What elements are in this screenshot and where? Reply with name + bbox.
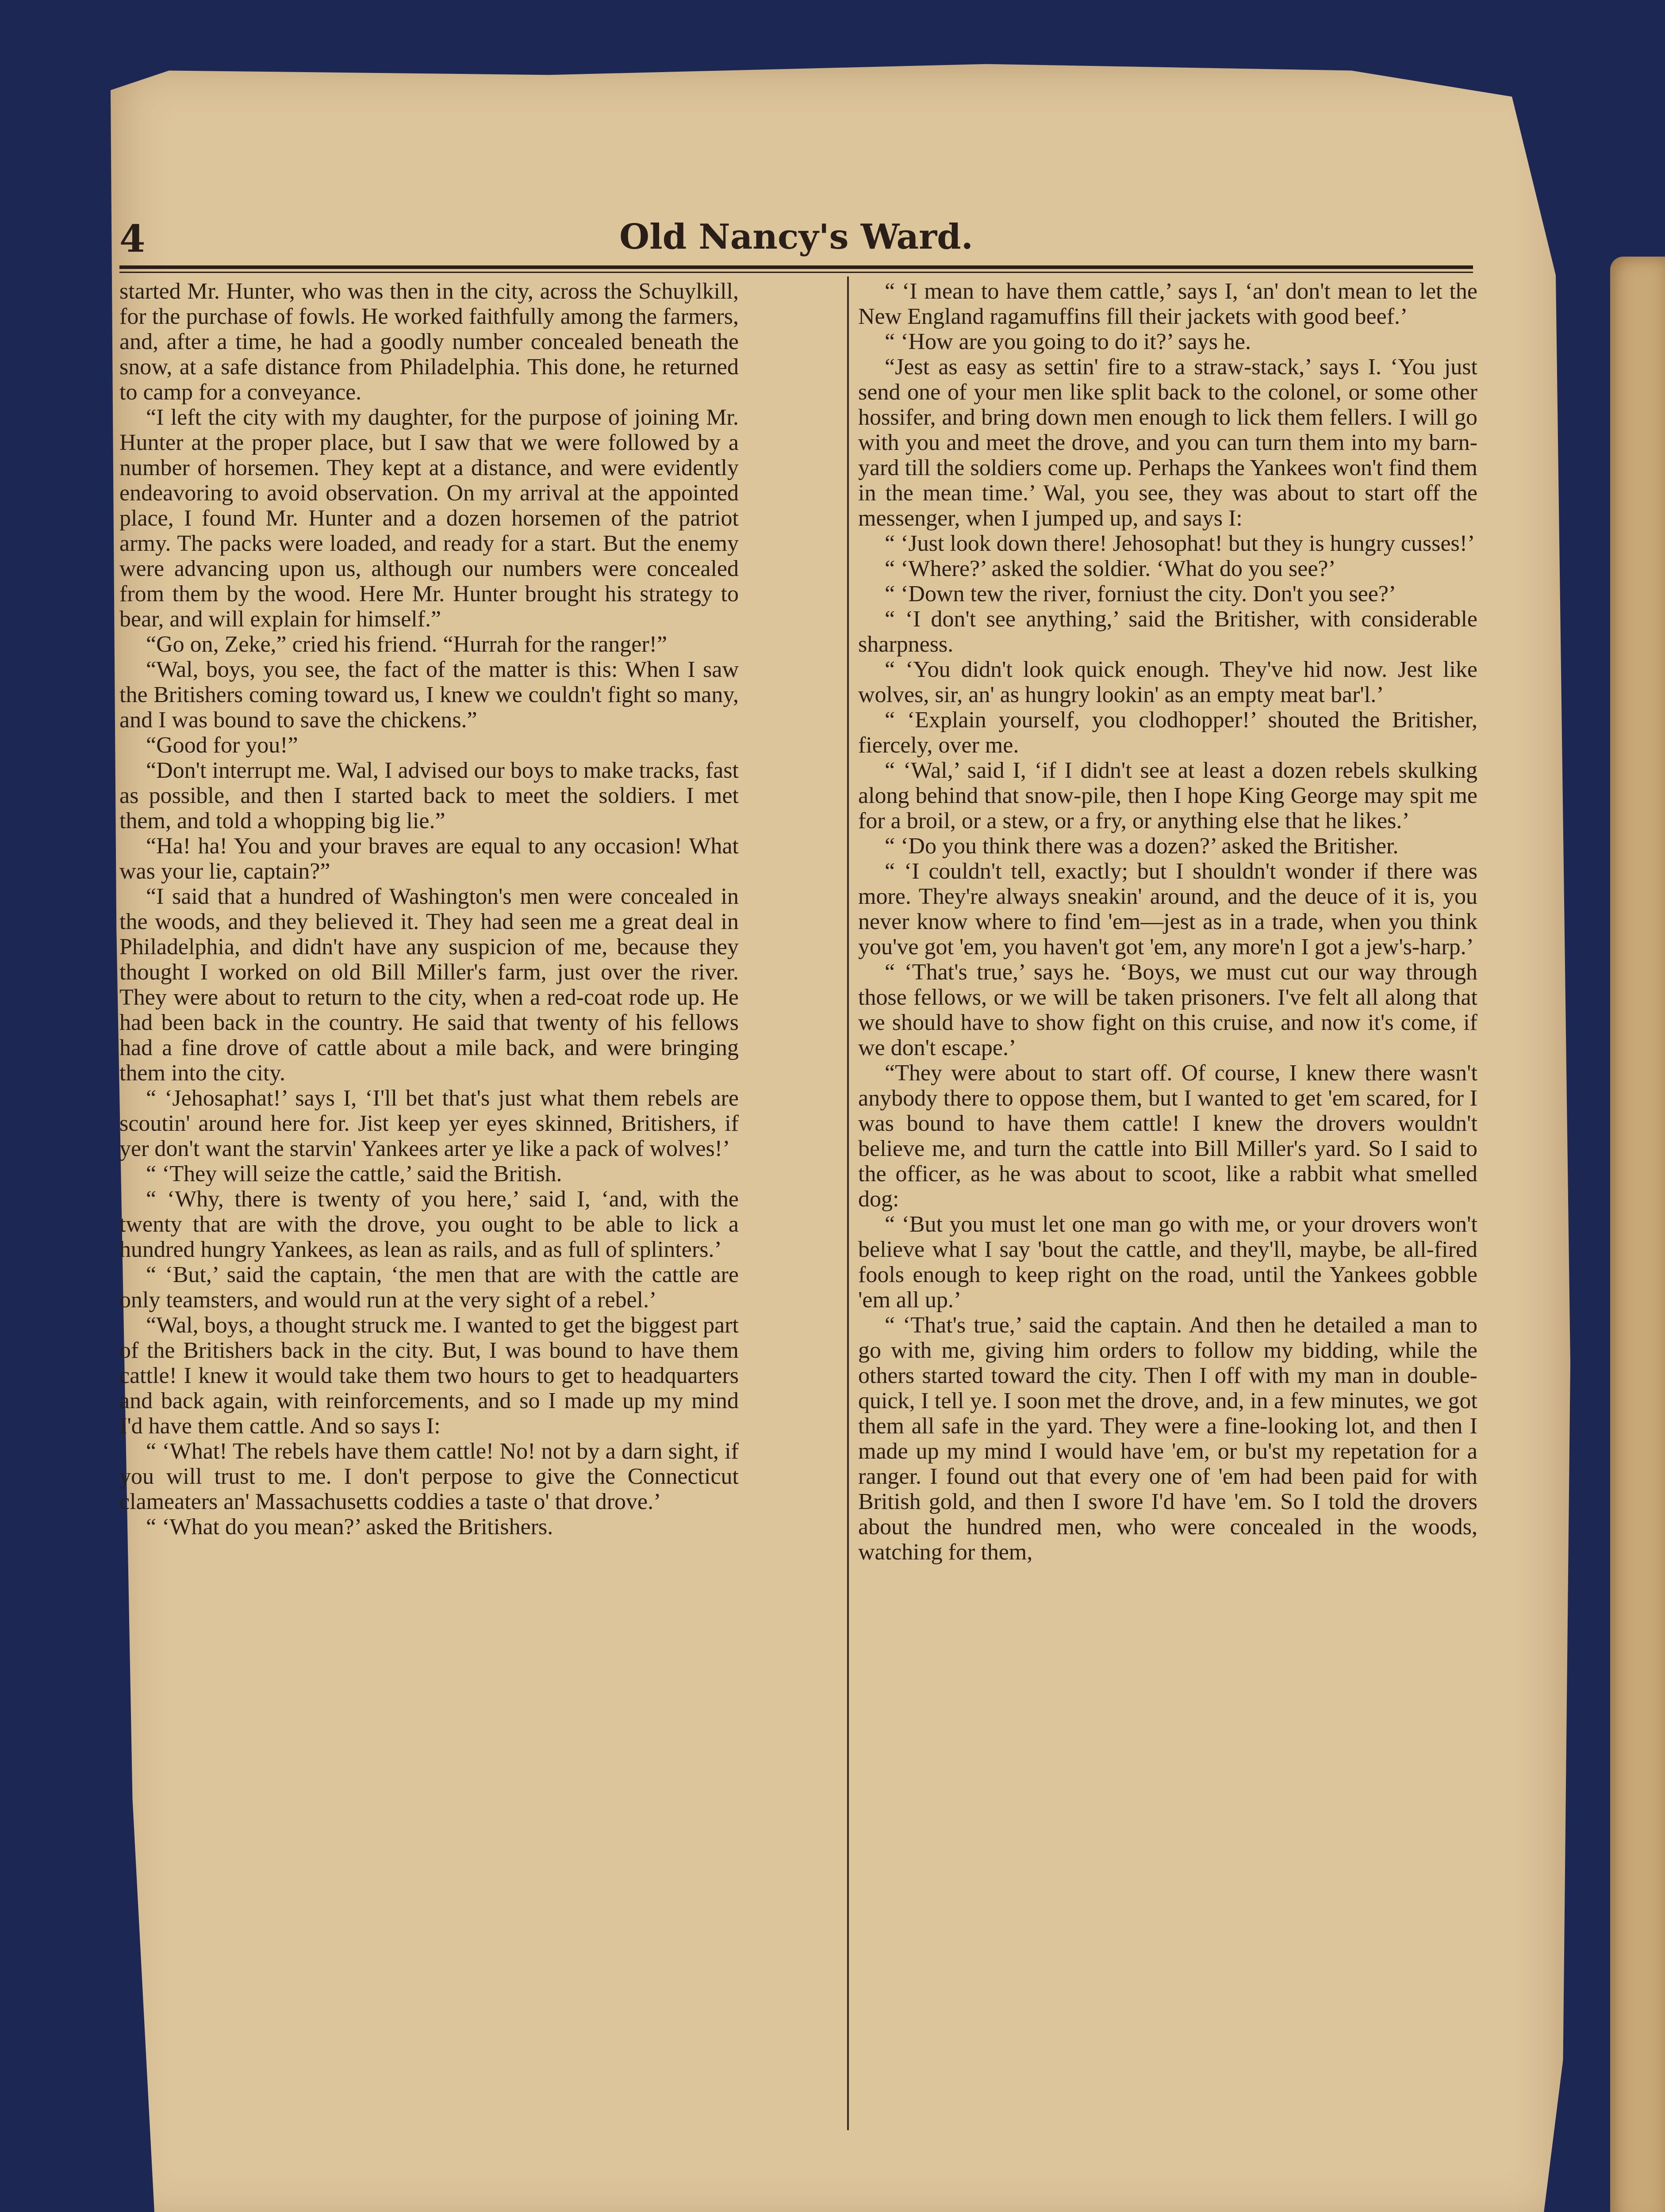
column-divider — [847, 276, 849, 2130]
paragraph: “Jest as easy as settin' fire to a straw-stack,’ says I. ‘You just send one of your men like split back to the colonel, or some other hossifer, and bring down men enough to lick them fellers. I will go with you and meet the drove, and you can turn them into my barn-yard till the soldiers come up. Perhaps the Yankees won't find them in the mean time.’ Wal, you see, they was about to start off the messenger, when I jumped up, and says I: — [858, 354, 1477, 531]
paragraph: “ ‘What! The rebels have them cattle! No! not by a darn sight, if you will trust to me. I don't perpose to give the Connecticut clameaters an' Massachusetts coddies a taste o' that drove.’ — [119, 1439, 739, 1514]
running-title: Old Nancy's Ward. — [619, 217, 973, 257]
paragraph: “ ‘What do you mean?’ asked the Britishers. — [146, 1514, 553, 1540]
paragraph: started Mr. Hunter, who was then in the city, across the Schuylkill, for the purchase of fowls. He worked faithfully among the farmers, and, after a time, he had a goodly number concealed beneath the snow, at a safe distance from Philadelphia. This done, he returned to camp for a conveyance. — [119, 279, 739, 405]
paragraph: “Wal, boys, you see, the fact of the matter is this: When I saw the Britishers coming toward us, I knew we couldn't fight so many, and I was bound to save the chickens.” — [119, 657, 739, 733]
paragraph: “ ‘Why, there is twenty of you here,’ said I, ‘and, with the twenty that are with the drove, you ought to be able to lick a hundred hungry Yankees, as lean as rails, and as full of splinters.’ — [119, 1187, 739, 1262]
paragraph: “ ‘I don't see anything,’ said the Britisher, with considerable sharpness. — [858, 607, 1477, 657]
paragraph: “Good for you!” — [146, 733, 298, 758]
paragraph: “Ha! ha! You and your braves are equal to any occasion! What was your lie, captain?” — [119, 833, 739, 884]
paragraph: “I said that a hundred of Washington's men were concealed in the woods, and they believed it. They had seen me a great deal in Philadelphia, and didn't have any suspicion of me, because they thought I worked on old Bill Miller's farm, just over the river. They were about to return to the city, when a red-coat rode up. He had been back in the country. He said that twenty of his fellows had a fine drove of cattle about a mile back, and were bringing them into the city. — [119, 884, 739, 1086]
right-column — [858, 279, 1477, 1565]
paragraph: “ ‘But you must let one man go with me, or your drovers won't believe what I say 'bout the cattle, and they'll, maybe, be all-fired fools enough to keep right on the road, until the Yankees gobble 'em all up.’ — [858, 1212, 1477, 1313]
paragraph: “ ‘You didn't look quick enough. They've hid now. Jest like wolves, sir, an' as hungry lookin' as an empty meat bar'l.’ — [858, 657, 1477, 707]
paragraph: “Wal, boys, a thought struck me. I wanted to get the biggest part of the Britishers back in the city. But, I was bound to have them cattle! I knew it would take them two hours to get to headquarters and back again, with reinforcements, and so I made up my mind I'd have them cattle. And so says I: — [119, 1313, 739, 1439]
paragraph: “ ‘I couldn't tell, exactly; but I shouldn't wonder if there was more. They're always sneakin' around, and the deuce of it is, you never know where to find 'em—jest as in a trade, when you think you've got 'em, you haven't got 'em, any more'n I got a jew's-harp.’ — [858, 859, 1477, 960]
header-rule — [119, 265, 1473, 269]
paragraph: “ ‘But,’ said the captain, ‘the men that are with the cattle are only teamsters, and would run at the very sight of a rebel.’ — [119, 1262, 739, 1313]
paragraph: “ ‘Where?’ asked the soldier. ‘What do you see?’ — [885, 556, 1336, 581]
paragraph: “ ‘Jehosaphat!’ says I, ‘I'll bet that's just what them rebels are scoutin' around here for. Jist keep yer eyes skinned, Britishers, if yer don't want the starvin' Yankees arter ye like a pack of wolves!’ — [119, 1086, 739, 1161]
paragraph: “ ‘They will seize the cattle,’ said the British. — [146, 1161, 562, 1187]
paragraph: “ ‘Wal,’ said I, ‘if I didn't see at least a dozen rebels skulking along behind that snow-pile, then I hope King George may spit me for a broil, or a stew, or a fry, or anything else that he likes.’ — [858, 758, 1477, 833]
page-number: 4 — [119, 217, 146, 261]
paragraph: “ ‘Explain yourself, you clodhopper!’ shouted the Britisher, fiercely, over me. — [858, 707, 1477, 758]
left-column — [119, 279, 739, 1540]
paragraph: “ ‘Do you think there was a dozen?’ asked the Britisher. — [885, 833, 1399, 859]
paragraph: “They were about to start off. Of course, I knew there wasn't anybody there to oppose them, but I wanted to get 'em scared, for I was bound to have them cattle! I knew the drovers wouldn't believe me, and turn the cattle into Bill Miller's yard. So I said to the officer, as he was about to scoot, like a rabbit what smelled dog: — [858, 1060, 1477, 1212]
paragraph: “Don't interrupt me. Wal, I advised our boys to make tracks, fast as possible, and then I started back to meet the soldiers. I met them, and told a whopping big lie.” — [119, 758, 739, 833]
paragraph: “ ‘That's true,’ said the captain. And then he detailed a man to go with me, giving him orders to follow my bidding, while the others started toward the city. Then I off with my man in double-quick, I tell ye. I soon met the drove, and, in a few minutes, we got them all safe in the yard. They were a fine-looking lot, and then I made up my mind I would have 'em, or bu'st my repetation for a ranger. I found out that every one of 'em had been paid for with British gold, and then I swore I'd have 'em. So I told the drovers about the hundred men, who were concealed in the woods, watching for them, — [858, 1313, 1477, 1565]
paragraph: “I left the city with my daughter, for the purpose of joining Mr. Hunter at the proper place, but I saw that we were followed by a number of horsemen. They kept at a distance, and were evidently endeavoring to avoid observation. On my arrival at the appointed place, I found Mr. Hunter and a dozen horsemen of the patriot army. The packs were loaded, and ready for a start. But the enemy were advancing upon us, although our numbers were concealed from them by the wood. Here Mr. Hunter brought his strategy to bear, and will explain for himself.” — [119, 405, 739, 632]
header-rule-thin — [119, 272, 1473, 273]
paragraph: “Go on, Zeke,” cried his friend. “Hurrah for the ranger!” — [146, 632, 668, 657]
paragraph: “ ‘That's true,’ says he. ‘Boys, we must cut our way through those fellows, or we will be taken prisoners. I've felt all along that we should have to show fight on this cruise, and now it's come, if we don't escape.’ — [858, 960, 1477, 1060]
paragraph: “ ‘How are you going to do it?’ says he. — [885, 329, 1251, 354]
paragraph: “ ‘I mean to have them cattle,’ says I, ‘an' don't mean to let the New England ragamuffins fill their jackets with good beef.’ — [858, 279, 1477, 329]
paragraph: “ ‘Just look down there! Jehosophat! but they is hungry cusses!’ — [885, 531, 1475, 556]
page-header — [119, 217, 1473, 283]
facing-page-edge — [1610, 257, 1665, 2212]
paragraph: “ ‘Down tew the river, forniust the city. Don't you see?’ — [885, 581, 1396, 607]
